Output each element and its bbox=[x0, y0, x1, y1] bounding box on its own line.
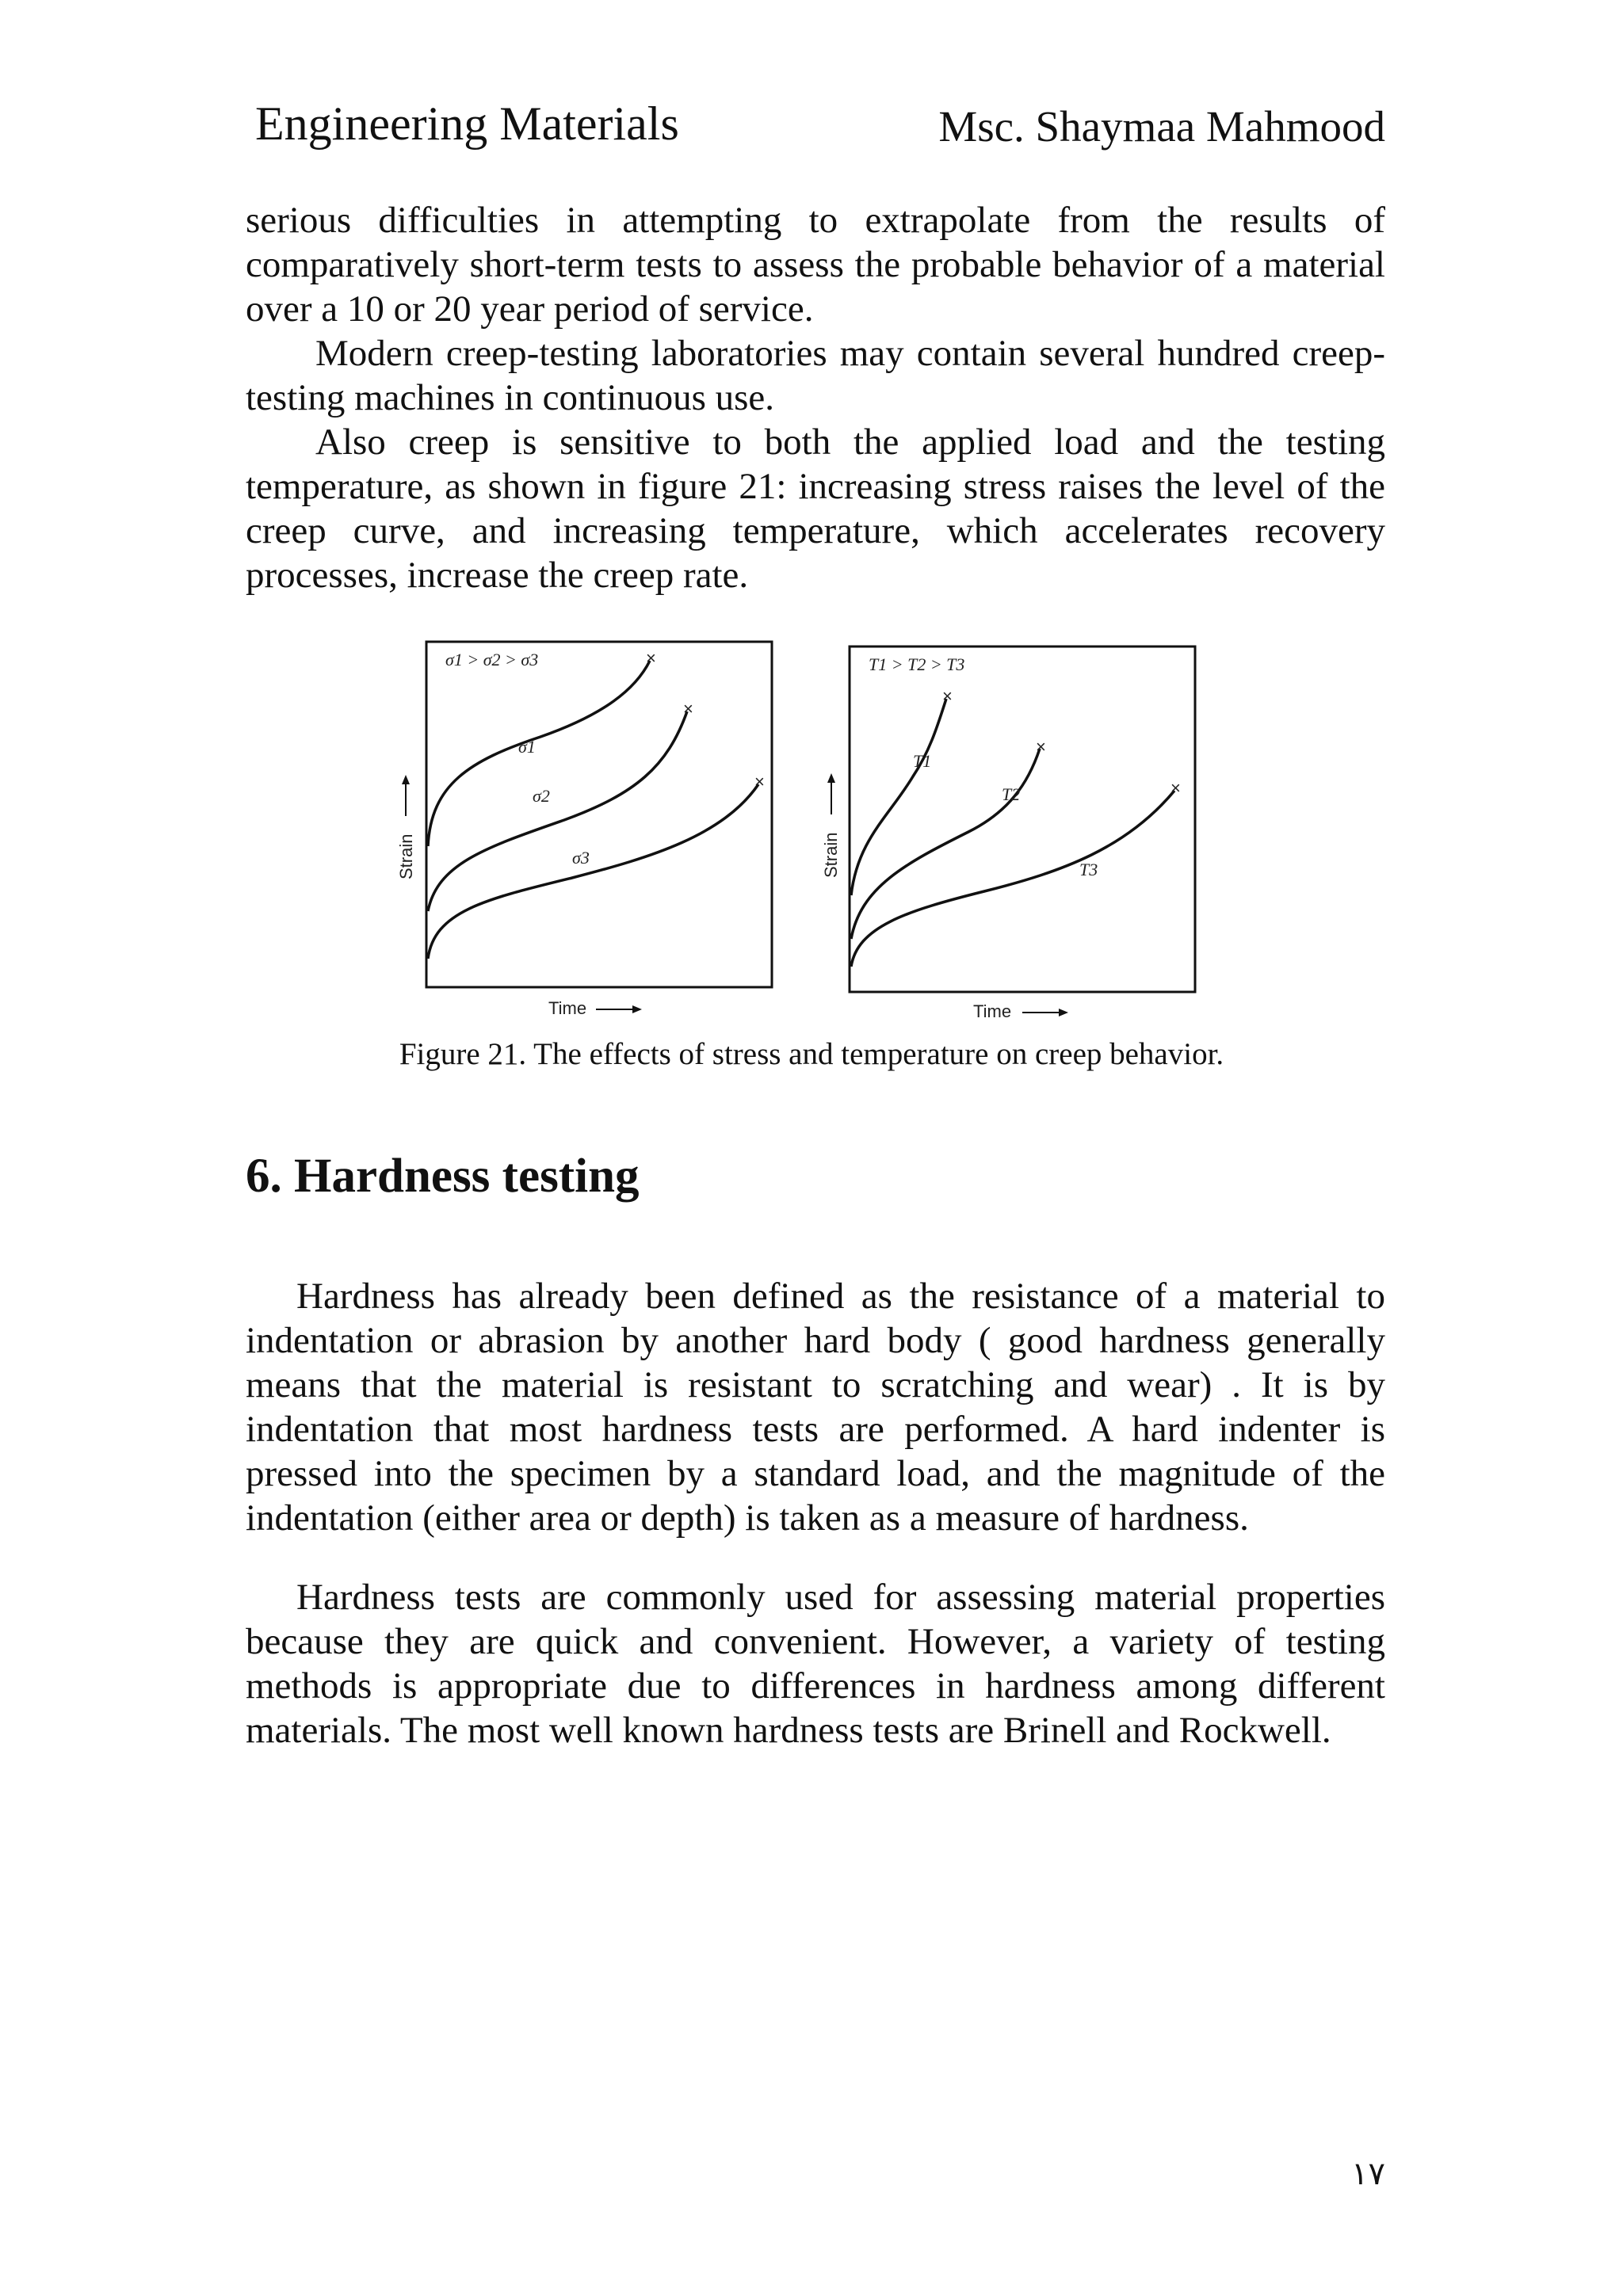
fracture-mark-sigma1: × bbox=[646, 648, 656, 668]
stress-condition-label: σ1 > σ2 > σ3 bbox=[445, 650, 539, 669]
temperature-panel-frame bbox=[850, 646, 1195, 992]
label-t1: T1 bbox=[913, 751, 932, 771]
stress-panel bbox=[396, 642, 772, 1018]
curve-t3 bbox=[851, 791, 1174, 967]
creep-figure bbox=[382, 626, 1214, 1022]
stress-x-arrowhead bbox=[632, 1005, 642, 1013]
section-title: 6. Hardness testing bbox=[246, 1150, 640, 1203]
paragraph-extrapolate: serious difficulties in attempting to extrapolate from the results of comparatively short-term tests to assess the probable behavior of a material over a 10 or 20 year period of service. bbox=[246, 200, 1385, 330]
temperature-x-arrowhead bbox=[1059, 1009, 1068, 1016]
page-number: ١٧ bbox=[1351, 2156, 1385, 2191]
curve-t1 bbox=[851, 699, 946, 895]
paragraph-laboratories: Modern creep-testing laboratories may contain several hundred creep-testing machines in continuous use. bbox=[246, 333, 1385, 418]
figure-caption: Figure 21. The effects of stress and temperature on creep behavior. bbox=[399, 1037, 1224, 1071]
fracture-mark-sigma3: × bbox=[754, 772, 765, 791]
curve-sigma3 bbox=[428, 784, 758, 959]
stress-ylabel: Strain bbox=[396, 833, 416, 879]
header-author: Msc. Shaymaa Mahmood bbox=[938, 102, 1385, 151]
stress-xlabel: Time bbox=[548, 998, 587, 1018]
paragraph-creep-sensitivity: Also creep is sensitive to both the applied load and the testing temperature, as shown in figure 21: increasing stress raises the level of the creep curve, and increasing temperature, which accelerates recovery processes, increase the creep rate. bbox=[246, 421, 1385, 596]
fracture-mark-sigma2: × bbox=[683, 699, 693, 719]
stress-panel-frame bbox=[426, 642, 772, 987]
stress-y-arrowhead bbox=[402, 775, 410, 784]
temperature-y-arrowhead bbox=[827, 773, 835, 783]
header-title: Engineering Materials bbox=[255, 97, 679, 150]
label-sigma2: σ2 bbox=[533, 786, 550, 806]
label-t2: T2 bbox=[1002, 784, 1021, 804]
page-header bbox=[255, 97, 1385, 160]
paragraph-hardness-definition: Hardness has already been defined as the resistance of a material to indentation or abrasion by another hard body ( good hardness generally means that the material is resistant to scratching and wear) . It is by indentation that most hardness tests are performed. A hard indenter is pressed into the specimen by a standard load, and the magnitude of the indentation (either area or depth) is taken as a measure of hardness. bbox=[246, 1276, 1385, 1539]
temperature-xlabel: Time bbox=[973, 1001, 1012, 1021]
creep-curves-diagram bbox=[382, 626, 1214, 1022]
temperature-panel bbox=[821, 646, 1195, 1021]
label-t3: T3 bbox=[1079, 860, 1098, 879]
curve-t2 bbox=[851, 749, 1040, 939]
temperature-ylabel: Strain bbox=[821, 832, 841, 878]
label-sigma1: σ1 bbox=[518, 737, 536, 757]
curve-sigma1 bbox=[428, 661, 650, 846]
label-sigma3: σ3 bbox=[572, 848, 590, 868]
fracture-mark-t2: × bbox=[1036, 737, 1046, 757]
temperature-condition-label: T1 > T2 > T3 bbox=[869, 654, 965, 674]
paragraph-hardness-tests: Hardness tests are commonly used for assessing material properties because they are quick and convenient. However, a variety of testing methods is appropriate due to differences in hardness among different materials. The most well known hardness tests are Brinell and Rockwell. bbox=[246, 1577, 1385, 1751]
fracture-mark-t3: × bbox=[1170, 778, 1181, 798]
fracture-mark-t1: × bbox=[942, 686, 953, 706]
